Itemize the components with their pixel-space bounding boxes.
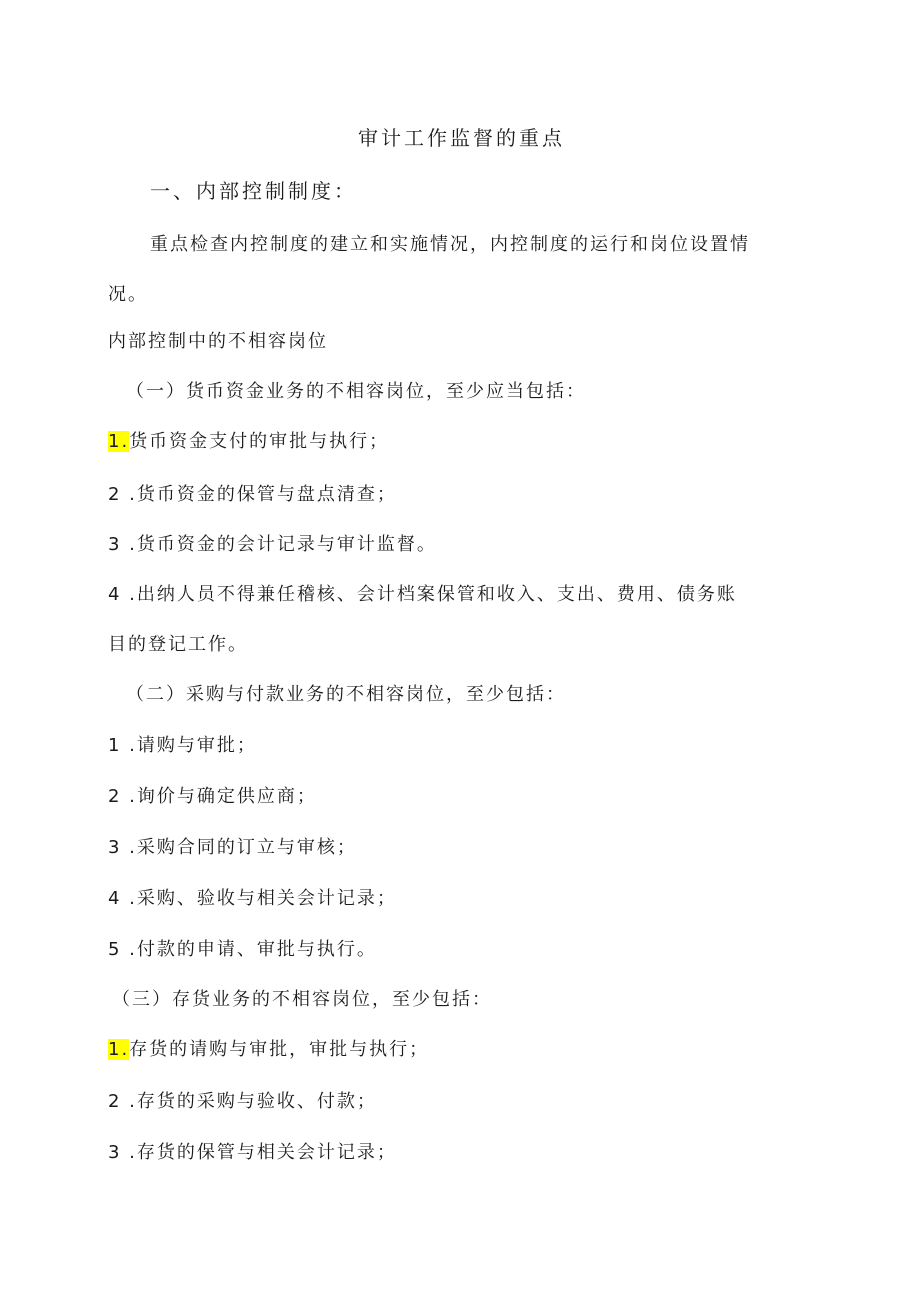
intro-paragraph-line-1: 重点检查内控制度的建立和实施情况，内控制度的运行和岗位设置情: [150, 234, 750, 255]
group3-item-2: 2 .存货的采购与验收、付款；: [108, 1091, 377, 1112]
intro-paragraph-line-2: 况。: [108, 284, 148, 305]
group1-item-4-line-1: 4 .出纳人员不得兼任稽核、会计档案保管和收入、支出、费用、债务账: [108, 584, 737, 605]
highlighted-number: 1.: [108, 1039, 130, 1060]
group3-item-3: 3 .存货的保管与相关会计记录；: [108, 1142, 397, 1163]
group2-heading: （二）采购与付款业务的不相容岗位，至少包括：: [126, 684, 566, 705]
group3-heading: （三）存货业务的不相容岗位，至少包括：: [112, 989, 492, 1010]
group1-heading: （一）货币资金业务的不相容岗位，至少应当包括：: [126, 381, 586, 402]
group2-item-2: 2 .询价与确定供应商；: [108, 786, 317, 807]
group3-item-1: [108, 1038, 429, 1062]
section-heading-internal-control: 一、内部控制制度：: [150, 179, 357, 203]
group1-item-1-text: 货币资金支付的审批与执行；: [129, 431, 390, 452]
group1-item-1: [108, 430, 389, 454]
group2-item-3: 3 .采购合同的订立与审核；: [108, 837, 357, 858]
subheading-incompatible-posts: 内部控制中的不相容岗位: [108, 331, 328, 352]
highlighted-number: 1.: [108, 431, 130, 452]
group2-item-1: 1 .请购与审批；: [108, 735, 257, 756]
group1-item-2: 2 .货币资金的保管与盘点清查；: [108, 484, 397, 505]
group3-item-1-text: 存货的请购与审批，审批与执行；: [129, 1039, 430, 1060]
group2-item-5: 5 .付款的申请、审批与执行。: [108, 939, 377, 960]
group2-item-4: 4 .采购、验收与相关会计记录；: [108, 888, 397, 909]
group1-item-4-line-2: 目的登记工作。: [108, 634, 248, 655]
group1-item-3: 3 .货币资金的会计记录与审计监督。: [108, 534, 437, 555]
document-title: 审计工作监督的重点: [358, 126, 565, 150]
